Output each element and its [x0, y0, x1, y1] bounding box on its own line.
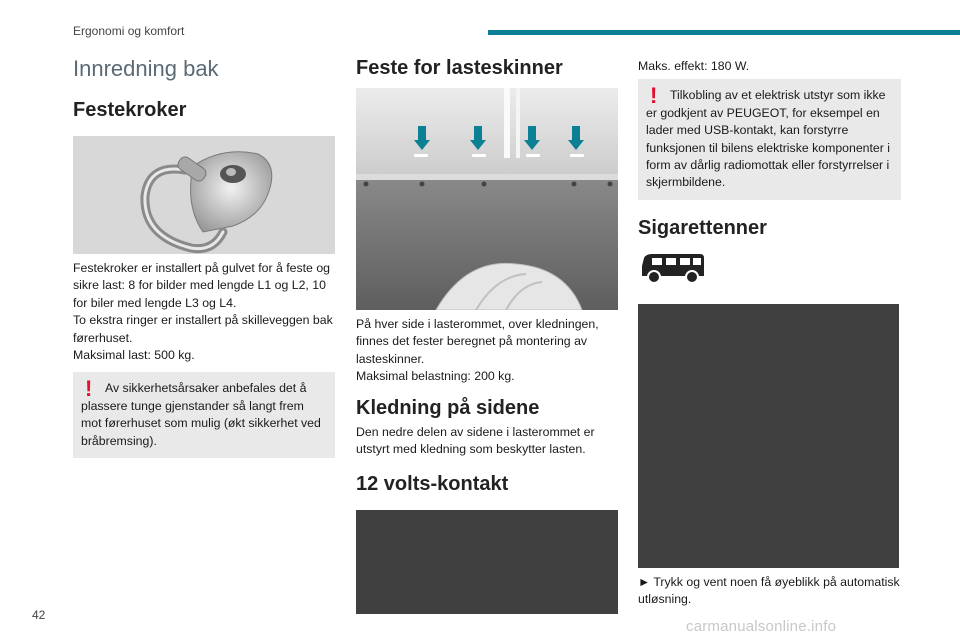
exclamation-icon: !: [650, 83, 658, 109]
header-section-title: Ergonomi og komfort: [73, 24, 185, 38]
exclamation-icon: !: [85, 376, 93, 402]
warning-box: [638, 79, 901, 199]
section-heading-sigarettenner: Sigarettenner: [638, 216, 767, 239]
warning-text: Tilkobling av et elektrisk utstyr som ikke er godkjent av PEUGEOT, for eksempel en lader med USB-kontakt, kan forstyrre funksjonen til bilens elektriske komponenter i form av dårlig radiomottak eller forstyrrelser i skjermbildene.: [646, 88, 891, 190]
festekroker-body: [73, 260, 335, 364]
section-heading-12v: 12 volts-kontakt: [356, 473, 509, 496]
page-number: 42: [32, 608, 46, 622]
chapter-title: Innredning bak: [73, 56, 219, 81]
paragraph: Maksimal last: 500 kg.: [73, 348, 195, 363]
paragraph: På hver side i lasterommet, over kledningen, finnes det fester beregnet på montering av lasteskinner.: [356, 317, 599, 366]
paragraph: To ekstra ringer er installert på skilleveggen bak førerhuset.: [73, 313, 333, 345]
warning-text: Av sikkerhetsårsaker anbefales det å plassere tunge gjenstander så langt frem mot førerhuset som mulig (økt sikkerhet ved bråbremsing).: [81, 381, 321, 448]
kledning-body: Den nedre delen av sidene i lasterommet er utstyrt med kledning som beskytter lasten.: [356, 424, 595, 457]
cigarette-lighter-image: [638, 304, 899, 568]
warning-box: [73, 372, 335, 458]
header-accent-bar: [488, 30, 960, 35]
max-power-text: Maks. effekt: 180 W.: [638, 59, 750, 73]
van-icon: [638, 252, 708, 286]
column-middle: [356, 56, 618, 614]
12v-socket-image: [356, 510, 618, 614]
section-heading-lasteskinner: Feste for lasteskinner: [356, 57, 563, 79]
column-left: [73, 56, 335, 458]
column-right: [638, 58, 900, 609]
paragraph: Festekroker er installert på gulvet for å feste og sikre last: 8 for bilder med lengde L1 og L2, 10 for biler med lengde L3 og L4.: [73, 261, 330, 310]
section-heading-festekroker: Festekroker: [73, 99, 187, 121]
cargo-rail-mounts-illustration: [356, 88, 618, 310]
tie-down-hook-illustration: [73, 136, 335, 254]
instruction-text: ► Trykk og vent noen få øyeblikk på automatisk utløsning.: [638, 574, 900, 607]
lasteskinner-body: [356, 316, 618, 386]
section-heading-kledning: Kledning på sidene: [356, 396, 540, 419]
watermark: carmanualsonline.info: [686, 618, 837, 635]
paragraph: Maksimal belastning: 200 kg.: [356, 369, 515, 384]
